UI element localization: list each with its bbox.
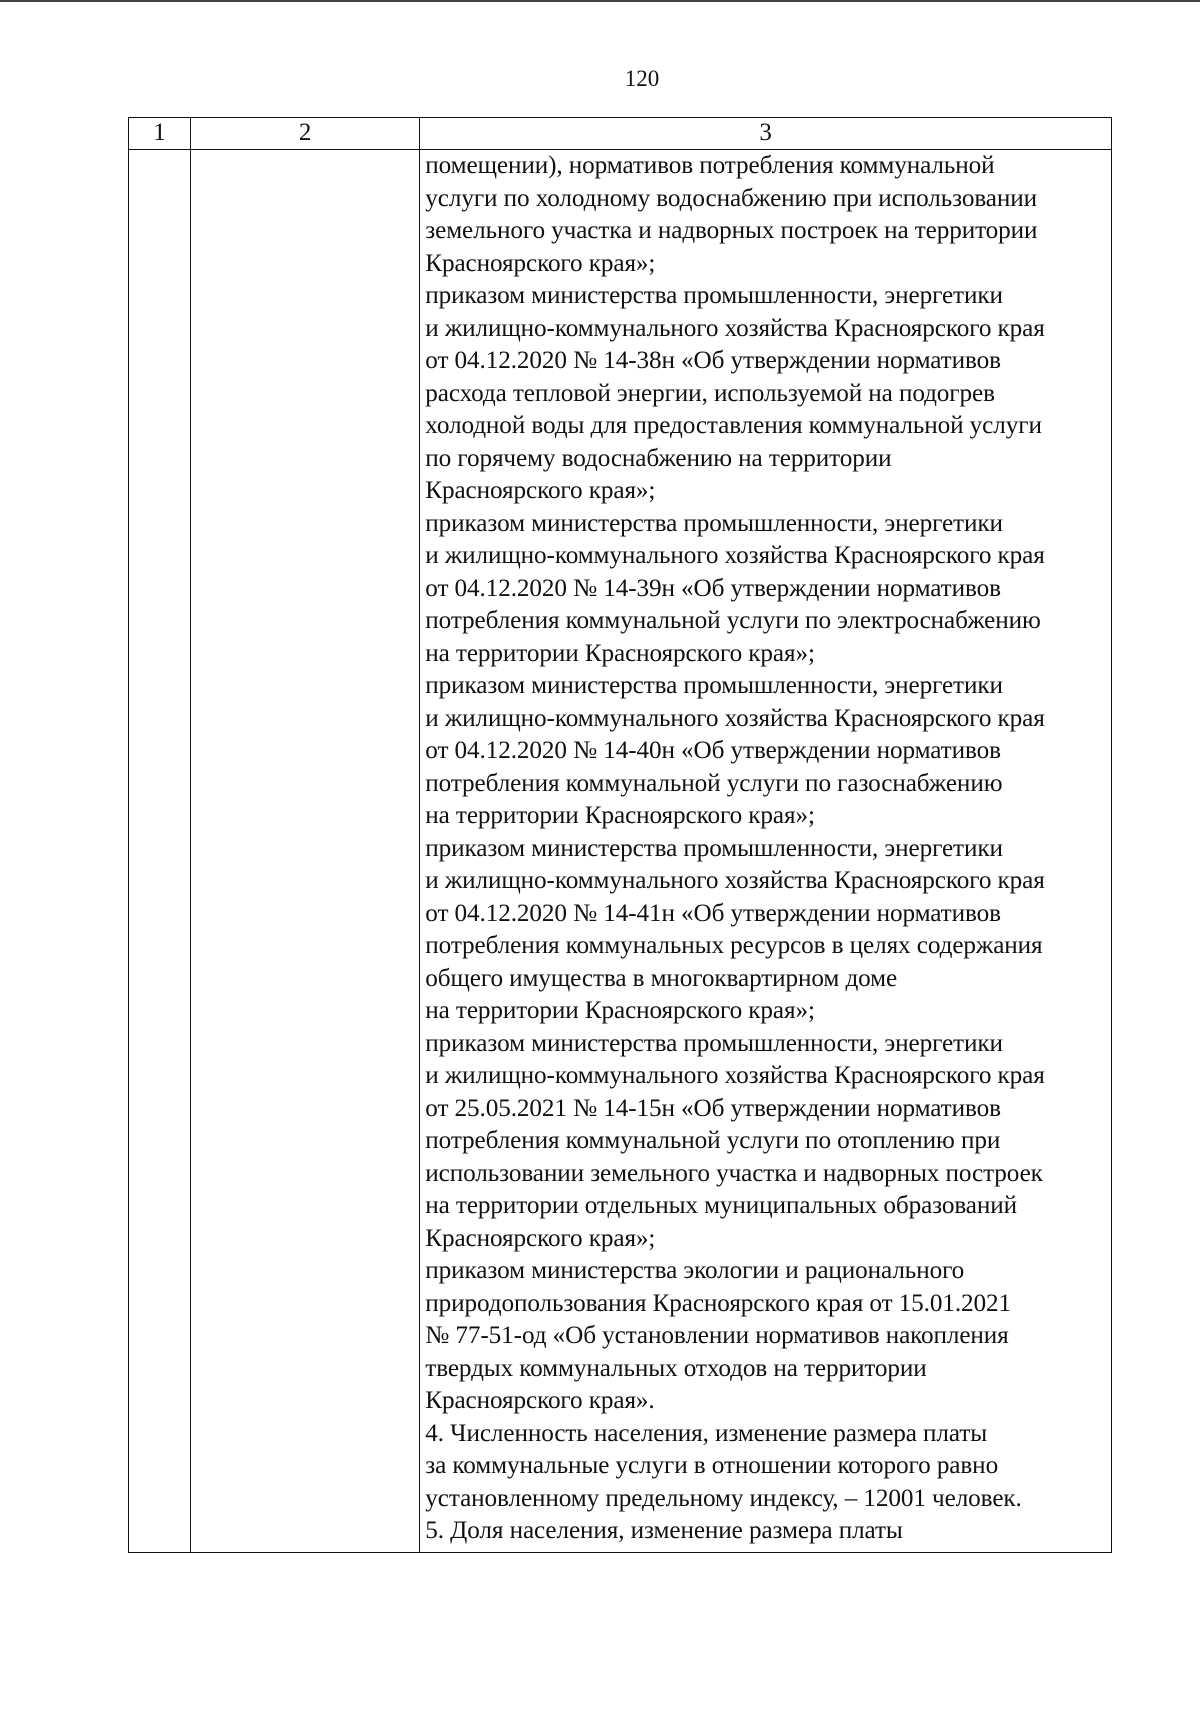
text-line: Красноярского края»;: [425, 249, 656, 277]
text-line: от 25.05.2021 № 14-15н «Об утверждении нормативов: [425, 1094, 1001, 1122]
text-line: земельного участка и надворных построек на территории: [425, 217, 1038, 244]
text-line: общего имущества в многоквартирном доме: [425, 964, 898, 992]
text-line: приказом министерства промышленности, энергетики: [425, 1029, 1003, 1057]
column-3-text: [425, 150, 1111, 1548]
text-line: приказом министерства промышленности, энергетики: [425, 282, 1003, 309]
table-header-row: [129, 118, 1112, 150]
text-line: использовании земельного участка и надворных построек: [425, 1159, 1043, 1187]
text-line: № 77-51-од «Об установлении нормативов накопления: [425, 1322, 1009, 1349]
text-line: 5. Доля населения, изменение размера платы: [425, 1517, 903, 1544]
text-line: природопользования Красноярского края от 15.01.2021: [425, 1289, 1012, 1317]
page-number: 120: [624, 66, 660, 91]
text-line: 4. Численность населения, изменение размера платы: [425, 1419, 988, 1447]
text-line: приказом министерства промышленности, энергетики: [425, 672, 1003, 699]
text-line: на территории Красноярского края»;: [425, 802, 815, 829]
text-line: по горячему водоснабжению на территории: [425, 444, 892, 472]
text-line: на территории Красноярского края»;: [425, 997, 815, 1024]
text-line: потребления коммунальной услуги по газоснабжению: [425, 769, 1003, 797]
table-row: [129, 150, 1112, 1553]
text-line: установленному предельному индексу, – 12001 человек.: [425, 1484, 1022, 1512]
cell-col-1: [129, 150, 191, 1553]
text-line: услуги по холодному водоснабжению при использовании: [425, 184, 1038, 212]
text-line: потребления коммунальных ресурсов в целях содержания: [425, 932, 1043, 959]
text-line: за коммунальные услуги в отношении которого равно: [425, 1452, 999, 1479]
text-line: от 04.12.2020 № 14-38н «Об утверждении нормативов: [425, 347, 1001, 374]
cell-col-2: [191, 150, 420, 1553]
cell-col-3: [420, 150, 1112, 1553]
text-line: твердых коммунальных отходов на территории: [425, 1354, 927, 1382]
text-line: Красноярского края»;: [425, 477, 656, 504]
text-line: помещении), нормативов потребления коммунальной: [425, 152, 995, 179]
text-line: на территории Красноярского края»;: [425, 639, 815, 667]
text-line: потребления коммунальной услуги по электроснабжению: [425, 607, 1041, 634]
text-line: потребления коммунальной услуги по отоплению при: [425, 1127, 1001, 1154]
text-line: холодной воды для предоставления коммунальной услуги: [425, 412, 1042, 439]
text-line: Красноярского края».: [425, 1387, 655, 1414]
text-line: и жилищно-коммунального хозяйства Красноярского края: [425, 867, 1045, 894]
text-line: на территории отдельных муниципальных образований: [425, 1192, 1018, 1219]
text-line: от 04.12.2020 № 14-39н «Об утверждении нормативов: [425, 574, 1001, 602]
text-line: от 04.12.2020 № 14-40н «Об утверждении нормативов: [425, 737, 1001, 764]
text-line: от 04.12.2020 № 14-41н «Об утверждении нормативов: [425, 899, 1001, 927]
page-top-edge: [0, 0, 1200, 2]
text-line: расхода тепловой энергии, используемой на подогрев: [425, 379, 995, 407]
text-line: и жилищно-коммунального хозяйства Красноярского края: [425, 314, 1045, 342]
header-col-3: 3: [420, 118, 1112, 150]
text-line: и жилищно-коммунального хозяйства Красноярского края: [425, 704, 1045, 732]
text-line: Красноярского края»;: [425, 1224, 656, 1252]
text-line: приказом министерства промышленности, энергетики: [425, 509, 1003, 537]
text-line: и жилищно-коммунального хозяйства Красноярского края: [425, 1062, 1045, 1089]
header-col-2: 2: [191, 118, 420, 150]
text-line: приказом министерства экологии и рационального: [425, 1257, 965, 1284]
header-col-1: 1: [129, 118, 191, 150]
text-line: приказом министерства промышленности, энергетики: [425, 834, 1003, 862]
document-table: [128, 117, 1112, 1553]
text-line: и жилищно-коммунального хозяйства Красноярского края: [425, 542, 1045, 569]
